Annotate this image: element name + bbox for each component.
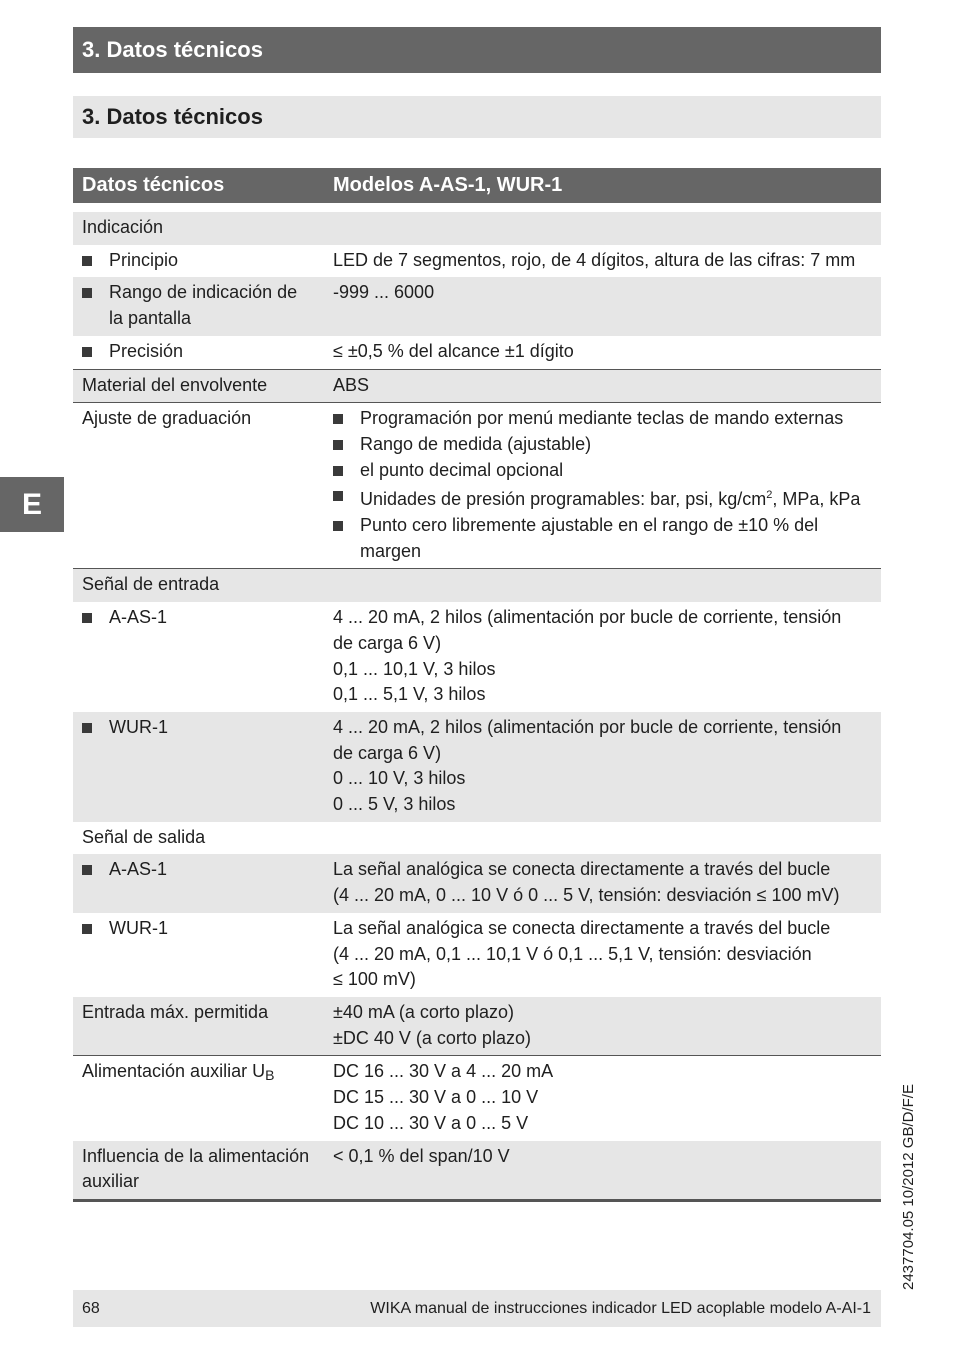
- row-value: Programación por menú mediante teclas de mando externas Rango de medida (ajustable) el punto decimal opcional Unidades de presión programables: bar, psi, $kg/cm^2$, MPa, kPa Punto cero libremente ajustable en el rango de ±10 % del margen: [333, 406, 881, 564]
- table-row: [73, 370, 881, 404]
- row-label: Principio: [109, 249, 179, 270]
- row-label: Precisión: [109, 340, 184, 361]
- row-label: A-AS-1: [109, 607, 168, 628]
- bullet-square-icon: [82, 613, 92, 623]
- row-value: ±40 mA (a corto plazo) ±DC 40 V (a corto plazo): [333, 1001, 531, 1048]
- table-row: [73, 712, 881, 822]
- table-row: [73, 822, 881, 855]
- row-label: Rango de indicación de la pantalla: [109, 282, 298, 329]
- bullet-square-icon: [82, 924, 92, 934]
- row-label: Ajuste de graduación: [82, 408, 252, 429]
- table-header-col2: Modelos A-AS-1, WUR-1: [333, 174, 563, 196]
- row-value: 4 ... 20 mA, 2 hilos (alimentación por bucle de corriente, tensión de carga 6 V) 0,1 ... 10,1 V, 3 hilos 0,1 ... 5,1 V, 3 hilos: [333, 607, 842, 705]
- spec-table: [73, 168, 881, 1202]
- row-value: -999 ... 6000: [333, 282, 435, 303]
- row-label: Señal de salida: [82, 826, 206, 847]
- row-value: < 0,1 % del span/10 V: [333, 1145, 510, 1166]
- bullet-square-icon: [333, 440, 343, 450]
- row-value: ABS: [333, 374, 370, 395]
- table-row: [73, 854, 881, 912]
- table-row: [73, 602, 881, 712]
- table-row: [73, 1141, 881, 1202]
- table-row: [73, 336, 881, 370]
- bullet-square-icon: [333, 414, 343, 424]
- row-label: Indicación: [82, 217, 164, 237]
- chapter-header-band: 3. Datos técnicos: [73, 27, 881, 73]
- row-label: Alimentación auxiliar $U_B$: [82, 1061, 275, 1084]
- row-value: DC 16 ... 30 V a 4 ... 20 mA DC 15 ... 30 V a 0 ... 10 V DC 10 ... 30 V a 0 ... 5 V: [333, 1061, 554, 1133]
- row-label: A-AS-1: [109, 859, 168, 880]
- footer-title: WIKA manual de instrucciones indicador LED acoplable modelo A-AI-1: [370, 1299, 871, 1317]
- document-code: 2437704.05 10/2012 GB/D/F/E: [900, 1084, 917, 1290]
- table-row: [73, 403, 881, 569]
- row-label: Señal de entrada: [82, 574, 220, 595]
- table-row: [73, 245, 881, 278]
- table-row: [73, 997, 881, 1056]
- page-number: 68: [82, 1299, 100, 1317]
- row-value: ≤ ±0,5 % del alcance ±1 dígito: [333, 340, 574, 361]
- page-footer: [73, 1290, 881, 1327]
- table-row: [73, 212, 881, 245]
- bullet-square-icon: [82, 723, 92, 733]
- row-label: WUR-1: [109, 716, 168, 737]
- table-header-col1: Datos técnicos: [82, 174, 225, 196]
- row-value: 4 ... 20 mA, 2 hilos (alimentación por bucle de corriente, tensión de carga 6 V) 0 ... 10 V, 3 hilos 0 ... 5 V, 3 hilos: [333, 716, 842, 815]
- table-row: [73, 1056, 881, 1140]
- language-tab: E: [0, 477, 64, 532]
- bullet-square-icon: [82, 288, 92, 298]
- table-row: [73, 913, 881, 997]
- bullet-square-icon: [82, 347, 92, 357]
- bullet-square-icon: [333, 521, 343, 531]
- row-label: Influencia de la alimentación auxiliar: [82, 1145, 310, 1192]
- row-label: Material del envolvente: [82, 374, 268, 395]
- table-header: [73, 168, 881, 203]
- row-label: WUR-1: [109, 917, 168, 938]
- table-row: [73, 277, 881, 335]
- bullet-square-icon: [333, 491, 343, 501]
- bullet-square-icon: [82, 256, 92, 266]
- bullet-square-icon: [333, 466, 343, 476]
- bullet-square-icon: [82, 865, 92, 875]
- row-value: LED de 7 segmentos, rojo, de 4 dígitos, altura de las cifras: 7 mm: [333, 249, 856, 270]
- table-row: [73, 569, 881, 602]
- section-heading: 3. Datos técnicos: [73, 96, 881, 138]
- row-value: La señal analógica se conecta directamente a través del bucle (4 ... 20 mA, 0,1 ... 10,1 V ó 0,1 ... 5,1 V, tensión: desviación ≤ 100 mV): [333, 917, 831, 990]
- row-label: Entrada máx. permitida: [82, 1001, 269, 1022]
- row-value: La señal analógica se conecta directamente a través del bucle (4 ... 20 mA, 0 ... 10 V ó 0 ... 5 V, tensión: desviación ≤ 100 mV): [333, 859, 840, 906]
